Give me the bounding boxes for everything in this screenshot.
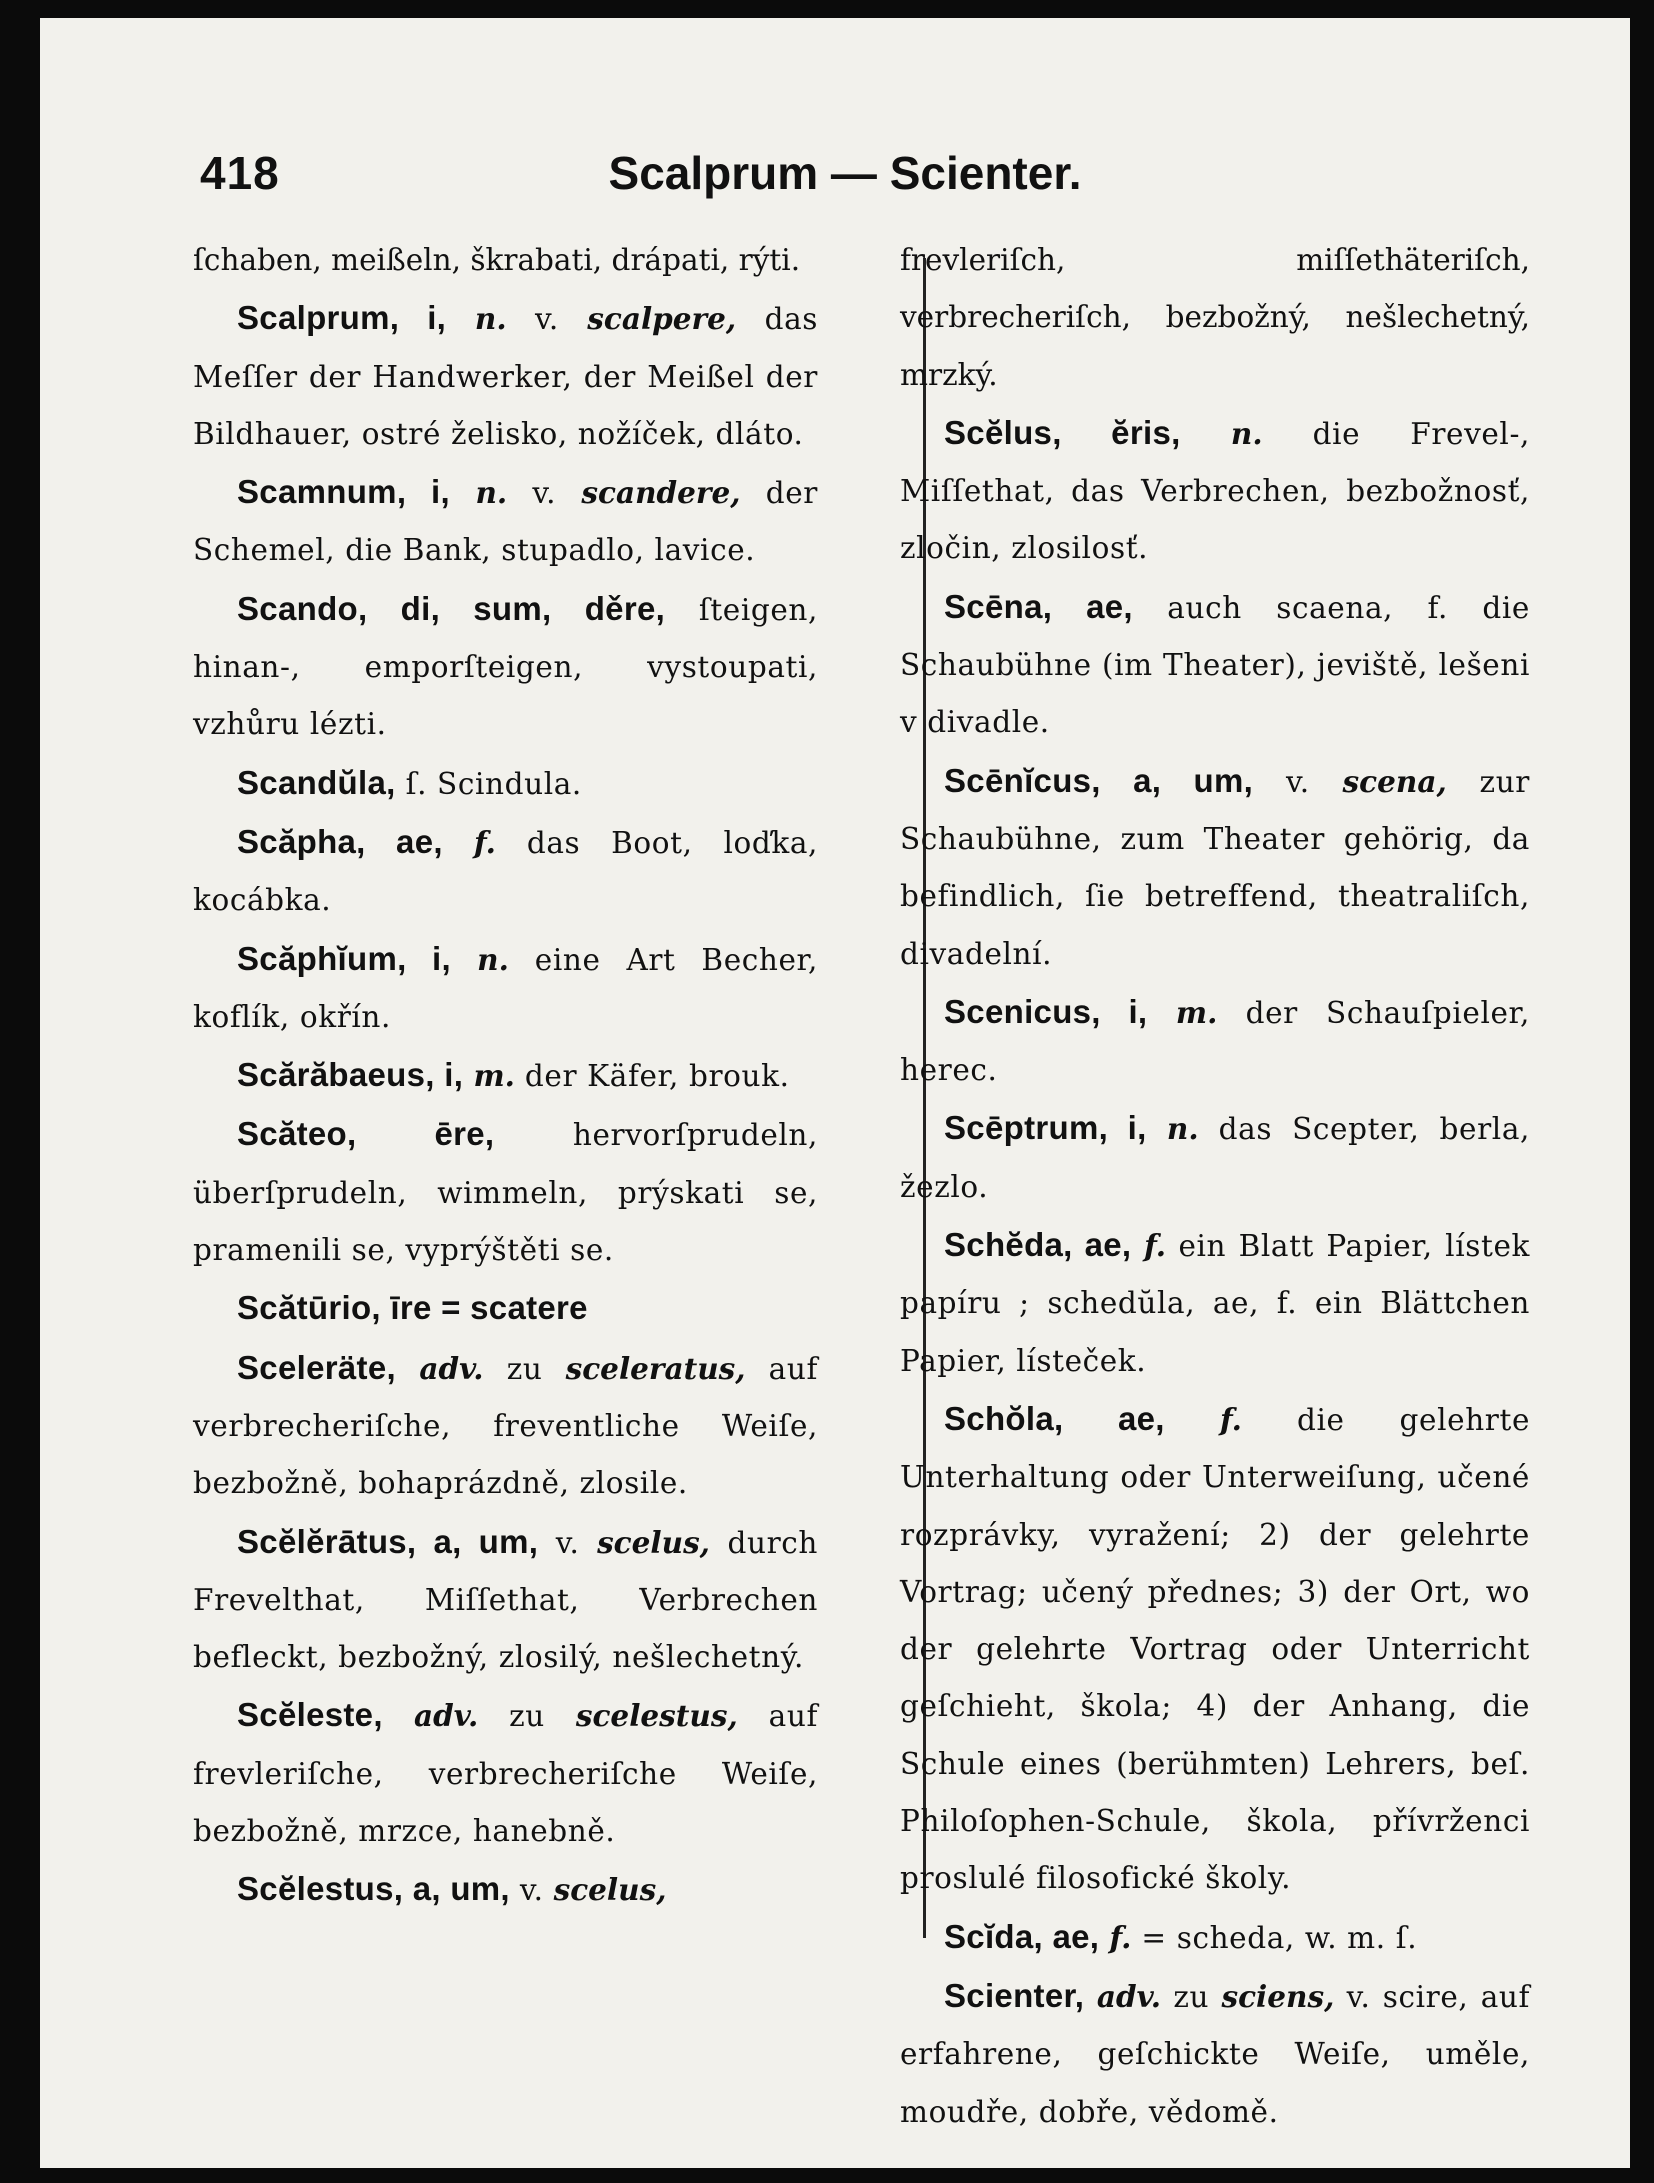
- definition: hervorſprudeln, überſprudeln, wimmeln, prýskati se, pramenili se, vyprýštěti se.: [193, 1118, 818, 1268]
- page-number: 418: [200, 147, 280, 199]
- dictionary-entry: [900, 983, 1530, 1100]
- grammar-label: n.: [450, 941, 509, 977]
- dictionary-entry: [193, 1513, 818, 1687]
- connector: zu: [483, 1351, 566, 1386]
- dictionary-entry: [193, 1046, 818, 1105]
- etymology-ref: scelus,: [553, 1872, 667, 1908]
- headword: Scalprum, i,: [237, 299, 447, 337]
- entry-continuation: ſchaben, meißeln, škrabati, drápati, rýti.: [193, 243, 801, 277]
- definition: ſ. Scindula.: [395, 766, 582, 801]
- dictionary-entry: [900, 1967, 1530, 2141]
- headword: Scĕlus, ĕris,: [944, 413, 1181, 451]
- definition: auf verbrecheriſche, freventliche Weiſe, bezbožně, bohaprázdně, zlosile.: [193, 1351, 818, 1501]
- grammar-label: adv.: [1084, 1978, 1162, 2014]
- headword: Scamnum, i,: [237, 473, 450, 511]
- etymology-ref: scelus,: [597, 1524, 710, 1560]
- dictionary-entry: [900, 1390, 1530, 1908]
- dictionary-entry: [193, 289, 818, 463]
- definition: auf frevleriſche, verbrecheriſche Weiſe, bezbožně, mrzce, hanebně.: [193, 1699, 818, 1849]
- headword: Scăphĭum, i,: [237, 939, 451, 977]
- definition: der Schauſpieler, herec.: [900, 995, 1530, 1088]
- headword: Schŏla, ae,: [944, 1399, 1165, 1437]
- connector: v.: [509, 1873, 554, 1908]
- headword: Scĭda, ae,: [944, 1917, 1100, 1955]
- headword: Scēptrum, i,: [944, 1109, 1147, 1147]
- dictionary-entry: [900, 1216, 1530, 1390]
- dictionary-entry: [193, 1686, 818, 1860]
- right-column: [900, 232, 1530, 2141]
- connector: v.: [1253, 764, 1343, 799]
- dictionary-entry: [193, 580, 818, 754]
- connector: v.: [506, 302, 588, 337]
- definition: scaena, f. die Schaubühne (im Theater), jeviště, lešeni v divadle.: [900, 590, 1530, 740]
- headword: Scēna, ae,: [944, 587, 1133, 625]
- headword: Scĕlestus, a, um,: [237, 1870, 510, 1908]
- dictionary-entry: [193, 813, 818, 930]
- headword: Scărăbaeus, i,: [237, 1056, 464, 1094]
- headword: Scĕlĕrātus, a, um,: [237, 1522, 539, 1560]
- dictionary-entry: [193, 463, 818, 580]
- headword: Scēnĭcus, a, um,: [944, 761, 1254, 799]
- headword: Scătūrio, īre = scatere: [237, 1289, 588, 1327]
- dictionary-entry: [193, 1279, 818, 1338]
- definition: eine Art Becher, koflík, okřín.: [193, 942, 818, 1034]
- grammar-label: f.: [1099, 1919, 1132, 1955]
- headword: Scĕleste,: [237, 1696, 383, 1734]
- headword: Scandŭla,: [237, 763, 396, 801]
- dictionary-entry: [900, 404, 1530, 578]
- dictionary-entry: [193, 1339, 818, 1513]
- page-header: [200, 146, 1490, 216]
- headword: Scenicus, i,: [944, 992, 1148, 1030]
- definition: der Käfer, brouk.: [514, 1059, 790, 1094]
- definition: das Scepter, berla, žezlo.: [900, 1112, 1530, 1204]
- grammar-label: adv.: [382, 1698, 479, 1734]
- headword: Scando, di, sum, děre,: [237, 589, 666, 627]
- grammar-label: n.: [1180, 415, 1263, 451]
- connector: v.: [538, 1525, 598, 1560]
- left-column: [193, 232, 818, 1920]
- grammar-label: n.: [1146, 1111, 1199, 1147]
- definition: das Boot, loďka, kocábka.: [193, 825, 818, 918]
- entry-continuation: frevleriſch, miſſethäteriſch, verbrecheriſch, bezbožný, nešlechetný, mrzký.: [900, 243, 1530, 392]
- dictionary-entry: [900, 578, 1530, 752]
- dictionary-entry: [193, 930, 818, 1047]
- etymology-ref: sciens,: [1221, 1978, 1335, 2014]
- definition: das Meſſer der Handwerker, der Meißel der Bildhauer, ostré želisko, nožíček, dláto.: [193, 302, 819, 451]
- connector: zu: [478, 1699, 576, 1734]
- grammar-label: adv.: [395, 1350, 484, 1386]
- dictionary-entry: [900, 1099, 1530, 1216]
- definition: ein Blatt Papier, lístek papíru ; schedŭla, ae, f. ein Blättchen Papier, lísteček.: [900, 1229, 1530, 1378]
- etymology-ref: scandere,: [581, 475, 741, 511]
- definition: der Schemel, die Bank, stupadlo, lavice.: [193, 476, 818, 568]
- dictionary-entry: [193, 754, 818, 813]
- etymology-ref: scalpere,: [587, 301, 737, 337]
- definition: die Frevel-, Miſſethat, das Verbrechen, bezbožnosť, zločin, zlosilosť.: [900, 416, 1530, 566]
- grammar-label: n.: [449, 475, 508, 511]
- dictionary-entry: [193, 1105, 818, 1279]
- headword: Schĕda, ae,: [944, 1226, 1132, 1264]
- grammar-label: m.: [463, 1058, 515, 1094]
- grammar-label: f.: [442, 824, 496, 860]
- grammar-label: m.: [1147, 994, 1218, 1030]
- definition: ſteigen, hinan-, emporſteigen, vystoupati, vzhůru lézti.: [193, 592, 818, 742]
- definition: = scheda, w. m. ſ.: [1131, 1920, 1418, 1955]
- etymology-ref: sceleratus,: [565, 1350, 746, 1386]
- dictionary-entry: [193, 1860, 818, 1919]
- running-head: Scalprum — Scienter.: [608, 147, 1082, 199]
- dictionary-entry: [900, 1908, 1530, 1967]
- definition: zur Schaubühne, zum Theater gehörig, da befindlich, ſie betreffend, theatraliſch, divadelní.: [900, 764, 1530, 971]
- etymology-ref: scena,: [1342, 763, 1447, 799]
- grammar-label: f.: [1164, 1401, 1242, 1437]
- definition: v. scire, auf erfahrene, geſchickte Weiſe, uměle, moudře, dobře, vědomě.: [900, 1979, 1530, 2129]
- grammar-label: n.: [446, 301, 507, 337]
- headword: Scăpha, ae,: [237, 822, 443, 860]
- grammar-label: f.: [1131, 1228, 1166, 1264]
- definition: die gelehrte Unterhaltung oder Unterweiſung, učené rozprávky, vyražení; 2) der gelehrte Vortrag; učený přednes; 3) der Ort, wo der gelehrte Vortrag oder Unterricht geſchieht, škola; 4) der Anhang, die Schule eines (berühmten) Lehrers, beſ. Philoſophen-Schule, škola, přívrženci proslulé filosofické školy.: [900, 1402, 1531, 1896]
- etymology-ref: scelestus,: [575, 1698, 738, 1734]
- dictionary-entry: [900, 752, 1530, 983]
- headword: Sceleräte,: [237, 1348, 396, 1386]
- definition: durch Frevelthat, Miſſethat, Verbrechen befleckt, bezbožný, zlosilý, nešlechetný.: [193, 1525, 819, 1675]
- connector: auch: [1132, 590, 1277, 625]
- headword: Scienter,: [944, 1976, 1085, 2014]
- connector: zu: [1161, 1979, 1222, 2014]
- connector: v.: [507, 476, 582, 511]
- headword: Scăteo, ēre,: [237, 1115, 495, 1153]
